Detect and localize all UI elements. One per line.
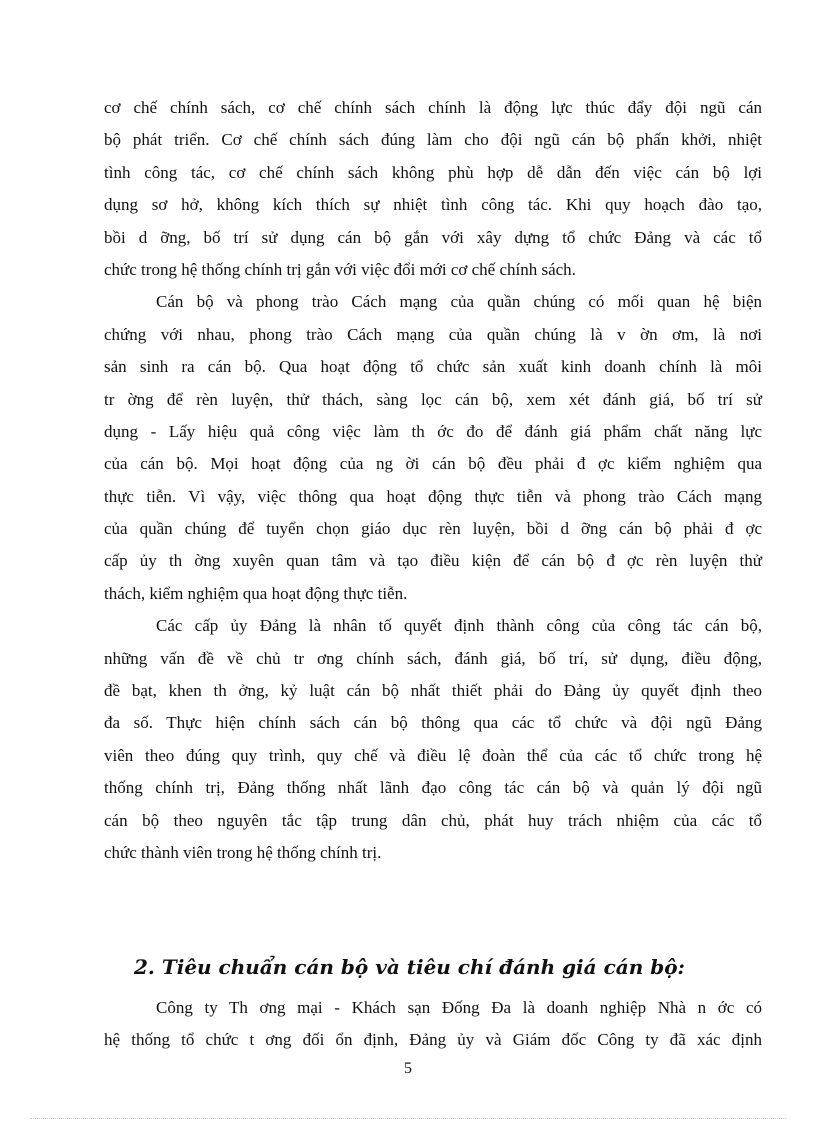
page-divider [30, 1118, 786, 1119]
text-line: những vấn đề về chủ tr ơng chính sách, đánh giá, bố trí, sử dụng, điều động, [104, 648, 762, 668]
text-line: dụng sơ hở, không kích thích sự nhiệt tình công tác. Khi quy hoạch đào tạo, [104, 195, 762, 215]
text-line: cơ chế chính sách, cơ chế chính sách chính là động lực thúc đẩy đội ngũ cán [104, 98, 762, 117]
text-line: Công ty Th ơng mại - Khách sạn Đống Đa là doanh nghiệp Nhà n ớc có [156, 998, 762, 1017]
text-line: viên theo đúng quy trình, quy chế và điều lệ đoàn thể của các tổ chức trong hệ [104, 745, 762, 765]
text-line: tình công tác, cơ chế chính sách không phù hợp dễ dẫn đến việc cán bộ lợi [104, 162, 762, 182]
text-line: thống chính trị, Đảng thống nhất lãnh đạo công tác cán bộ và quản lý đội ngũ [104, 778, 762, 798]
page-number: 5 [404, 1060, 412, 1077]
paragraph-2 [104, 286, 762, 610]
text-line: thách, kiểm nghiệm qua hoạt động thực tiễn. [104, 583, 408, 603]
paragraph-1 [104, 92, 762, 286]
paragraph-4 [104, 992, 762, 1057]
text-line: hệ thống tổ chức t ơng đối ổn định, Đảng ủy và Giám đốc Công ty đã xác định [104, 1030, 762, 1050]
text-line: chức trong hệ thống chính trị gắn với việc đổi mới cơ chế chính sách. [104, 259, 576, 279]
text-line: sản sinh ra cán bộ. Qua hoạt động tổ chức sản xuất kinh doanh chính là môi [104, 357, 762, 377]
text-line: của cán bộ. Mọi hoạt động của ng ời cán bộ đều phải đ ợc kiểm nghiệm qua [104, 454, 762, 474]
text-line: cấp ủy th ờng xuyên quan tâm và tạo điều kiện để cán bộ đ ợc rèn luyện thử [104, 551, 762, 571]
text-line: của quần chúng để tuyển chọn giáo dục rèn luyện, bồi d ỡng cán bộ phải đ ợc [104, 519, 762, 539]
text-line: thực tiễn. Vì vậy, việc thông qua hoạt động thực tiễn và phong trào Cách mạng [104, 486, 762, 506]
text-line: đề bạt, khen th ởng, kỷ luật cán bộ nhất thiết phải do Đảng ủy quyết định theo [104, 681, 762, 701]
section-heading: 2. Tiêu chuẩn cán bộ và tiêu chí đánh giá cán bộ: [134, 955, 685, 979]
text-line: đa số. Thực hiện chính sách cán bộ thông qua các tổ chức và đội ngũ Đảng [104, 713, 762, 733]
text-line: tr ờng để rèn luyện, thử thách, sàng lọc cán bộ, xem xét đánh giá, bố trí sử [104, 389, 762, 409]
text-line: Các cấp ủy Đảng là nhân tố quyết định thành công của công tác cán bộ, [156, 616, 762, 636]
text-line: chứng với nhau, phong trào Cách mạng của quần chúng là v ờn ơm, là nơi [104, 324, 762, 344]
text-line: chức thành viên trong hệ thống chính trị. [104, 842, 382, 862]
text-line: cán bộ theo nguyên tắc tập trung dân chủ, phát huy trách nhiệm của các tổ [104, 810, 762, 830]
text-line: Cán bộ và phong trào Cách mạng của quần chúng có mối quan hệ biện [156, 292, 762, 312]
text-line: bồi d ỡng, bố trí sử dụng cán bộ gắn với xây dựng tổ chức Đảng và các tổ [104, 227, 762, 247]
text-line: dụng - Lấy hiệu quả công việc làm th ớc đo để đánh giá phẩm chất năng lực [104, 421, 762, 441]
body-text-top [104, 92, 762, 869]
paragraph-3 [104, 610, 762, 869]
body-text-bottom [104, 992, 762, 1057]
text-line: bộ phát triển. Cơ chế chính sách đúng làm cho đội ngũ cán bộ phấn khởi, nhiệt [104, 130, 762, 150]
